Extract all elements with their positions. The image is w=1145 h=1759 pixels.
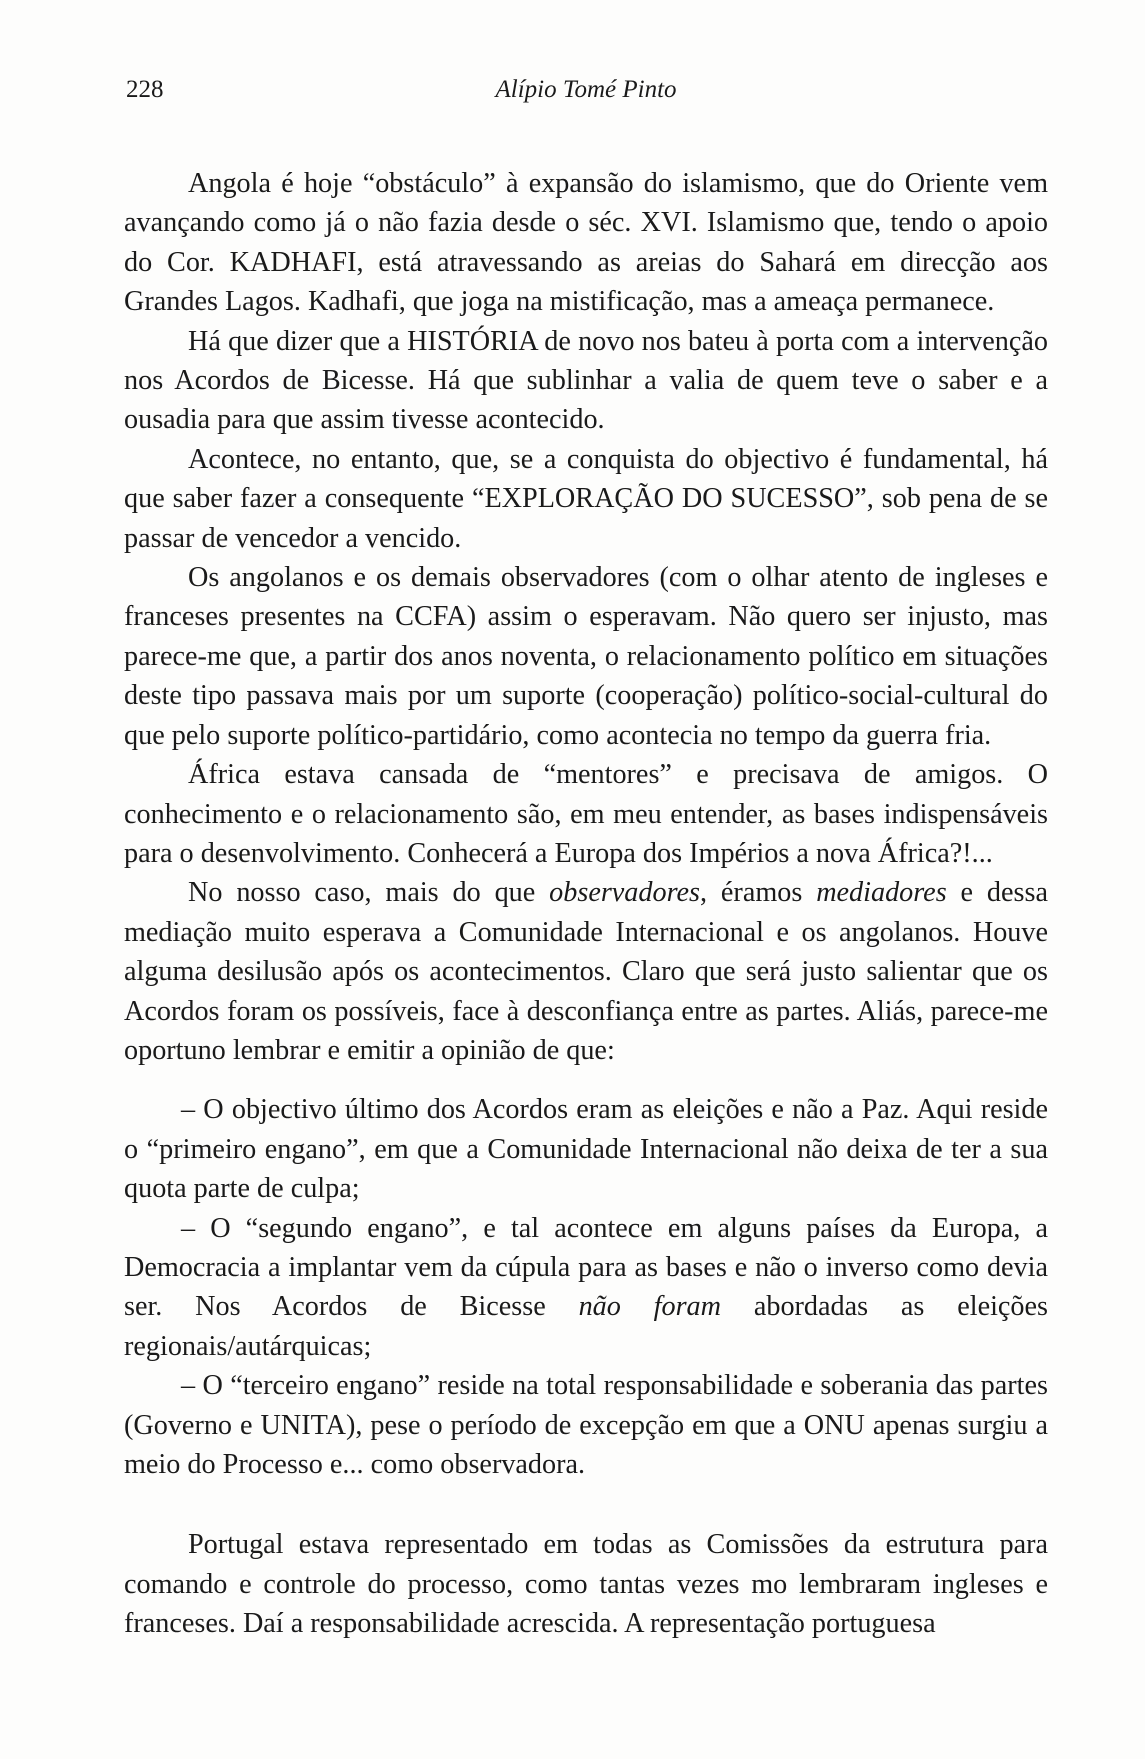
paragraph-history: Há que dizer que a HISTÓRIA de novo nos bateu à porta com a intervenção nos Acordos de Bicesse. Há que sublinhar a valia de quem teve o saber e a ousadia para que assim tivesse acontecido. <box>124 325 1048 436</box>
page-number: 228 <box>126 76 164 103</box>
paragraph-observers: Os angolanos e os demais observadores (com o olhar atento de ingleses e franceses presentes na CCFA) assim o esperavam. Não quero ser injusto, mas parece-me que, a partir dos anos noventa, o relacionamento político em situações deste tipo passava mais por um suporte (cooperação) político-social-cultural do que pelo suporte político-partidário, como acontecia no tempo da guerra fria. <box>124 562 1048 751</box>
paragraph-africa-mentors: África estava cansada de “mentores” e precisava de amigos. O conhecimento e o relacionamento são, em meu entender, as bases indispensáveis para o desenvolvimento. Conhecerá a Europa dos Impérios a nova África?!... <box>124 759 1048 869</box>
body-text <box>124 164 1048 1644</box>
engano-list <box>124 1090 1048 1484</box>
second-mistake-text-2: abordadas as eleições regionais/autárquicas; <box>124 1291 1048 1362</box>
list-item-third-mistake: – O “terceiro engano” reside na total responsabilidade e soberania das partes (Governo e UNITA), pese o período de excepção em que a ONU apenas surgiu a meio do Processo e... como observadora. <box>124 1370 1048 1480</box>
list-item-second-mistake <box>124 1209 1048 1367</box>
mediators-text-2: , éramos <box>700 877 817 909</box>
running-title-author: Alípio Tomé Pinto <box>495 76 677 103</box>
mediators-emphasis-observadores: observadores <box>549 877 700 909</box>
second-mistake-emphasis: não foram <box>578 1291 722 1323</box>
list-item-first-mistake: – O objectivo último dos Acordos eram as eleições e não a Paz. Aqui reside o “primeiro engano”, em que a Comunidade Internacional não deixa de ter a sua quota parte de culpa; <box>124 1094 1048 1205</box>
second-mistake-text-1: – O “segundo engano”, e tal acontece em alguns países da Europa, a Democracia a implantar vem da cúpula para as bases e não o inverso como devia ser. Nos Acordos de Bicesse <box>124 1212 1048 1323</box>
mediators-text-3: e dessa mediação muito esperava a Comunidade Internacional e os angolanos. Houve alguma desilusão após os acontecimentos. Claro que será justo salientar que os Acordos foram os possíveis, face à desconfiança entre as partes. Aliás, parece-me oportuno lembrar e emitir a opinião de que: <box>124 877 1048 1066</box>
mediators-emphasis-mediadores: mediadores <box>816 877 947 909</box>
mediators-text-1: No nosso caso, mais do que <box>188 877 550 909</box>
paragraph-portugal-representation: Portugal estava representado em todas as Comissões da estrutura para comando e controle do processo, como tantas vezes mo lembraram ingleses e franceses. Daí a responsabilidade acrescida. A representação portuguesa <box>124 1529 1048 1640</box>
paragraph-mediators <box>124 873 1048 1070</box>
running-head <box>126 76 1046 110</box>
paragraph-islamism: Angola é hoje “obstáculo” à expansão do islamismo, que do Oriente vem avançando como já o não fazia desde o séc. XVI. Islamismo que, tendo o apoio do Cor. KADHAFI, está atravessando as areias do Sahará em direcção aos Grandes Lagos. Kadhafi, que joga na mistificação, mas a ameaça permanece. <box>124 168 1048 318</box>
paragraph-success-exploitation: Acontece, no entanto, que, se a conquista do objectivo é fundamental, há que saber fazer a consequente “EXPLORAÇÃO DO SUCESSO”, sob pena de se passar de vencedor a vencido. <box>124 443 1048 554</box>
